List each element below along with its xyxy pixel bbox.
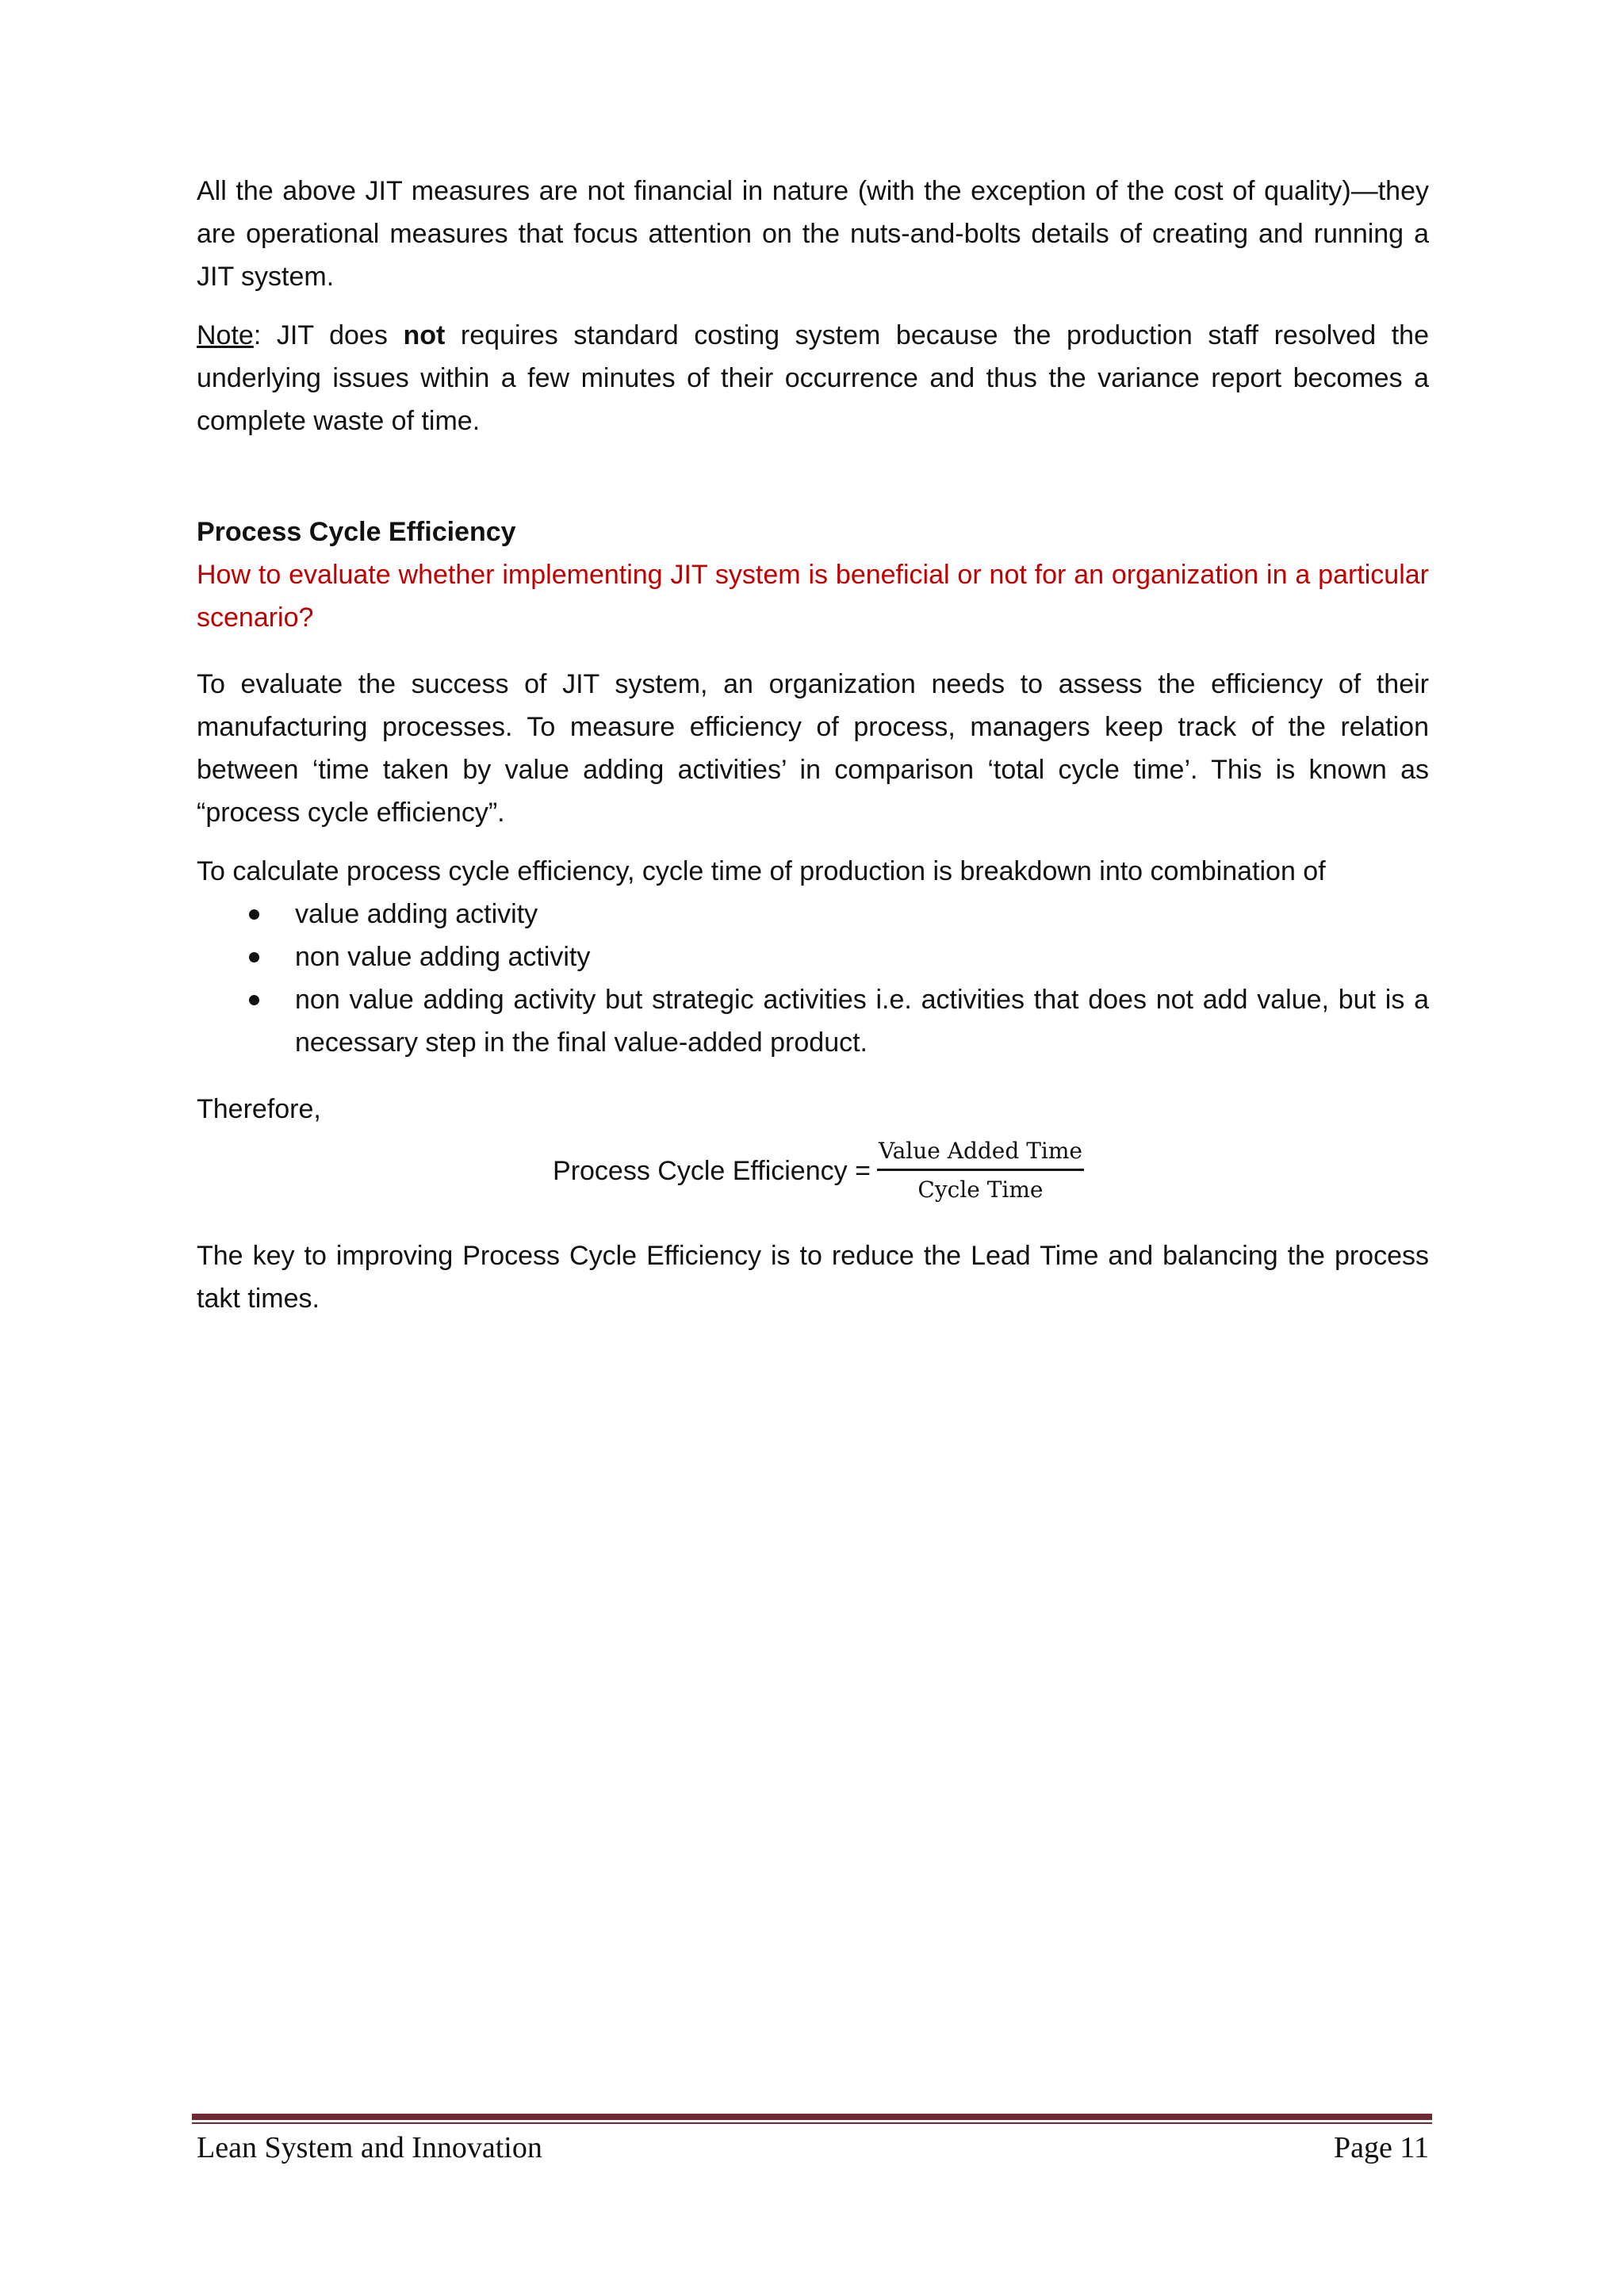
evaluation-paragraph: To evaluate the success of JIT system, an organization needs to assess the efficiency of their manufacturing processes. To measure efficiency of process, managers keep track of the relation between ‘time taken by value adding activities’ in comparison ‘total cycle time’. This is known as “process cycle efficiency”. xyxy=(197,669,1429,828)
activity-list xyxy=(197,893,1429,1064)
footer-rule-thin xyxy=(192,2122,1432,2124)
section-heading: Process Cycle Efficiency xyxy=(197,517,516,547)
formula-denominator: Cycle Time xyxy=(917,1177,1044,1203)
note-paragraph xyxy=(197,314,1429,442)
note-intro: : JIT does xyxy=(253,320,404,350)
page-footer xyxy=(197,2128,1429,2168)
therefore-text: Therefore, xyxy=(197,1094,321,1124)
note-text: requires standard costing system because the production staff resolved the underlying issues within a few minutes of their occurrence and thus the variance report becomes a complete waste of time. xyxy=(197,320,1429,436)
list-item: non value adding activity xyxy=(197,936,1429,978)
section-spacer xyxy=(197,458,1429,511)
breakdown-paragraph: To calculate process cycle efficiency, cycle time of production is breakdown into combination of xyxy=(197,856,1326,886)
intro-paragraph: All the above JIT measures are not financial in nature (with the exception of the cost of quality)—they are operational measures that focus attention on the nuts-and-bolts details of creating and running a JIT system. xyxy=(197,176,1429,292)
note-bold-word: not xyxy=(403,320,446,350)
formula-fraction xyxy=(877,1135,1084,1206)
footer-title: Lean System and Innovation xyxy=(197,2131,542,2164)
footer-rule xyxy=(192,2114,1432,2120)
page-body xyxy=(197,170,1429,1320)
note-label: Note xyxy=(197,320,254,350)
page-number: Page 11 xyxy=(1334,2131,1429,2164)
list-item: value adding activity xyxy=(197,893,1429,936)
formula-label: Process Cycle Efficiency = xyxy=(553,1155,871,1186)
efficiency-formula xyxy=(197,1135,1429,1206)
formula-numerator: Value Added Time xyxy=(877,1135,1084,1171)
conclusion-paragraph: The key to improving Process Cycle Efficiency is to reduce the Lead Time and balancing the process takt times. xyxy=(197,1241,1429,1314)
list-item: non value adding activity but strategic activities i.e. activities that does not add value, but is a necessary step in the final value-added product. xyxy=(197,978,1429,1064)
section-question: How to evaluate whether implementing JIT system is beneficial or not for an organization in a particular scenario? xyxy=(197,560,1429,633)
